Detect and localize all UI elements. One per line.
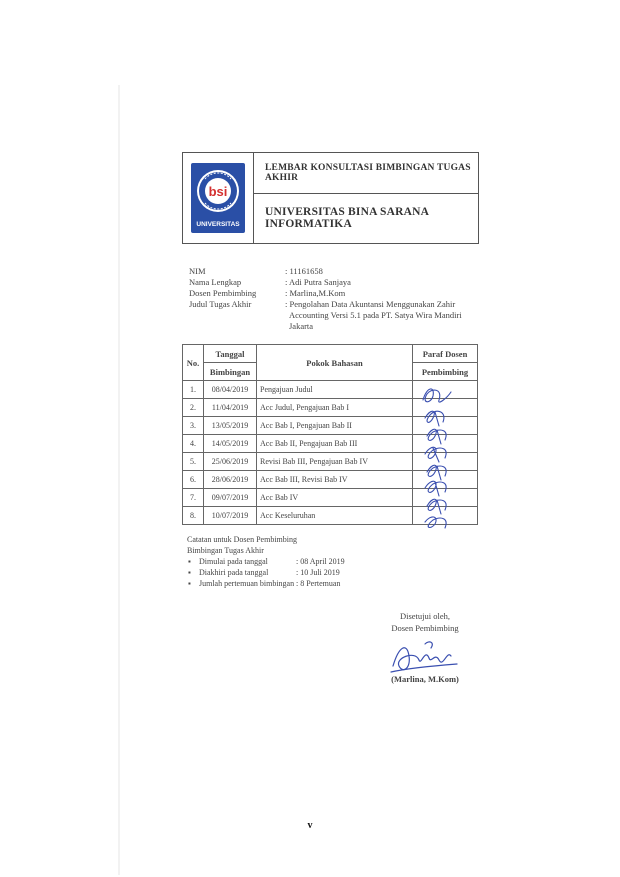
judul-label: Judul Tugas Akhir (189, 299, 252, 309)
col-tanggal-header-1: Tanggal (204, 345, 257, 363)
row-topic: Pengajuan Judul (257, 381, 413, 399)
name-label: Nama Lengkap (189, 277, 242, 287)
row-date: 13/05/2019 (204, 417, 257, 435)
approved-by-label: Disetujui oleh, (399, 611, 451, 621)
start-date-value: : 08 April 2019 (296, 557, 345, 566)
advisor-initials-signature (413, 382, 461, 532)
col-no-header: No. (183, 345, 204, 381)
row-date: 08/04/2019 (204, 381, 257, 399)
row-no: 5. (183, 453, 204, 471)
header-box (182, 152, 479, 244)
nim-label: NIM (189, 266, 206, 276)
page-number: v (307, 820, 313, 831)
col-pokok-header: Pokok Bahasan (257, 345, 413, 381)
end-date-value: : 10 Juli 2019 (296, 568, 340, 577)
notes-heading-1: Catatan untuk Dosen Pembimbing (187, 535, 297, 544)
row-topic: Acc Keseluruhan (257, 507, 413, 525)
judul-value-line2: Accounting Versi 5.1 pada PT. Satya Wira Mandiri (289, 310, 462, 320)
row-date: 14/05/2019 (204, 435, 257, 453)
logo-caption: UNIVERSITAS (196, 221, 240, 228)
row-no: 7. (183, 489, 204, 507)
row-date: 28/06/2019 (204, 471, 257, 489)
judul-value-line1: : Pengolahan Data Akuntansi Menggunakan Zahir (285, 299, 456, 309)
row-topic: Revisi Bab III, Pengajuan Bab IV (257, 453, 413, 471)
approver-name: (Marlina, M.Kom) (391, 674, 459, 684)
row-no: 6. (183, 471, 204, 489)
row-topic: Acc Bab IV (257, 489, 413, 507)
row-no: 4. (183, 435, 204, 453)
row-topic: Acc Bab I, Pengajuan Bab II (257, 417, 413, 435)
row-date: 09/07/2019 (204, 489, 257, 507)
row-topic: Acc Bab II, Pengajuan Bab III (257, 435, 413, 453)
row-date: 10/07/2019 (204, 507, 257, 525)
col-paraf-header-2: Pembimbing (413, 363, 478, 381)
logo-cell (183, 153, 254, 243)
approval-block (370, 610, 480, 634)
dosen-value: : Marlina,M.Kom (285, 288, 346, 298)
form-title: LEMBAR KONSULTASI BIMBINGAN TUGAS AKHIR (253, 153, 478, 194)
bullet-icon: ▪ (188, 568, 191, 577)
notes-heading-2: Bimbingan Tugas Akhir (187, 546, 264, 555)
scan-edge-shadow (118, 85, 120, 875)
judul-value-line3: Jakarta (289, 321, 314, 331)
row-no: 2. (183, 399, 204, 417)
col-paraf-header-1: Paraf Dosen (413, 345, 478, 363)
row-date: 25/06/2019 (204, 453, 257, 471)
row-no: 8. (183, 507, 204, 525)
row-topic: Acc Judul, Pengajuan Bab I (257, 399, 413, 417)
bullet-icon: ▪ (188, 557, 191, 566)
end-date-label: Diakhiri pada tanggal (199, 568, 269, 577)
row-no: 3. (183, 417, 204, 435)
meeting-count-label: Jumlah pertemuan bimbingan (199, 579, 295, 588)
bullet-icon: ▪ (188, 579, 191, 588)
col-tanggal-header-2: Bimbingan (204, 363, 257, 381)
dosen-label: Dosen Pembimbing (189, 288, 257, 298)
svg-text:bsi: bsi (208, 184, 228, 199)
nim-value: : 11161658 (285, 266, 323, 276)
start-date-label: Dimulai pada tanggal (199, 557, 268, 566)
meeting-count-value: : 8 Pertemuan (296, 579, 341, 588)
university-name: UNIVERSITAS BINA SARANA INFORMATIKA (265, 206, 429, 230)
row-date: 11/04/2019 (204, 399, 257, 417)
approver-role: Dosen Pembimbing (391, 623, 459, 633)
table-header-row (183, 345, 478, 363)
bsi-logo-icon (191, 163, 245, 233)
name-value: : Adi Putra Sanjaya (285, 277, 351, 287)
row-topic: Acc Bab III, Revisi Bab IV (257, 471, 413, 489)
row-no: 1. (183, 381, 204, 399)
